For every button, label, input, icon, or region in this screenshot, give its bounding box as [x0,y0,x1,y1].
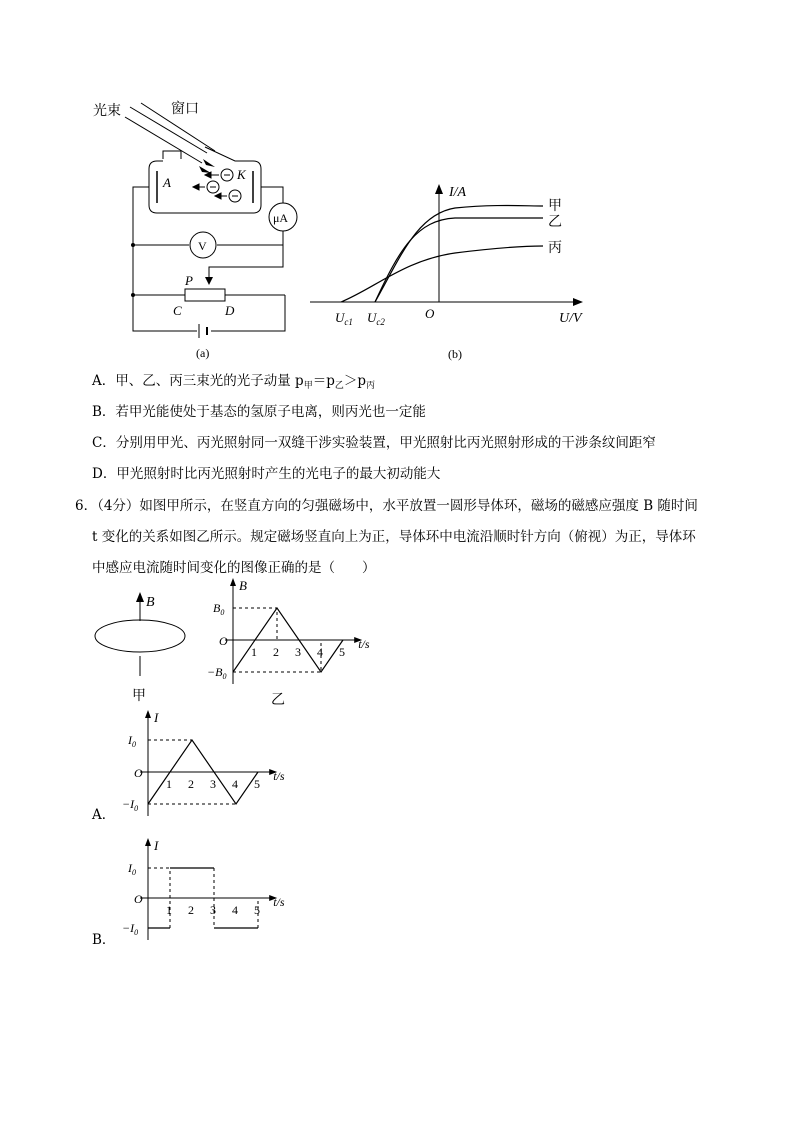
subscript-zero: 0 [134,928,139,937]
tick-label-2: 2 [273,645,279,659]
value-axis-arrow [230,578,236,586]
time-axis-label: t/s [273,895,285,909]
figure-a-caption: (a) [196,346,210,360]
origin-label: O [219,634,228,648]
tick-label-4: 4 [317,645,323,659]
label-bing: 丙 [548,241,562,256]
tick-label-3: 3 [295,645,301,659]
subscript-zero: 0 [220,608,225,617]
tick-label-1: 1 [251,645,257,659]
option-a-label: A． [92,807,116,823]
tick-label-5: 5 [339,645,345,659]
slider-p-label: P [185,273,193,288]
option-a-graph [112,712,292,822]
q5-option-a [92,371,375,396]
option-a-gt: ＞p [343,373,367,389]
curve-bing [341,246,543,302]
circuit-diagram-a [85,95,305,365]
window-label: 窗口 [171,102,199,117]
ring-figure-jia [88,588,193,708]
uc2-label: $U_{c2}$ [367,310,385,327]
i-axis-label: I [154,710,159,725]
light-beam-label: 光束 [93,104,121,119]
q6-stem-line1: 6．（4分）如图甲所示，在竖直方向的匀强磁场中，水平放置一圆形导体环，磁场的磁感应强度 B 随时间 [75,498,698,514]
time-axis-label: t/s [358,637,370,651]
anode-label: A [163,175,171,190]
i0-pos-label: $I_0$ [128,733,136,749]
tick-label-2: 2 [188,903,194,917]
tick-label-5: 5 [254,903,260,917]
x-axis-label: U/V [559,311,582,326]
label-yi: 乙 [548,215,562,230]
option-b-graph [112,838,292,948]
uc1-label: $U_{c1}$ [335,310,353,327]
microammeter-label: μA [273,211,289,225]
subscript-zero: 0 [132,740,136,749]
tick-label-4: 4 [232,777,238,791]
i0-neg-label: $-I_0$ [122,797,139,813]
q6-stem-line2: t 变化的关系如图乙所示。规定磁场竖直向上为正，导体环中电流沿顺时针方向（俯视）为正，导体环 [92,529,696,545]
subscript-zero: 0 [134,804,139,813]
b-field-label: B [146,595,155,610]
sub-jia: 甲 [303,381,313,391]
guide-b0 [233,608,277,640]
y-axis-label: I/A [449,185,467,200]
q6-stem-line3: 中感应电流随时间变化的图像正确的是（ ） [92,560,376,576]
value-axis-arrow [145,710,151,718]
origin-label: O [134,766,143,780]
electron-icon [193,169,241,202]
voltmeter-label: V [198,239,207,253]
tick-label-3: 3 [210,777,216,791]
sub-bing: 丙 [366,381,376,391]
figure-jia-caption: 甲 [132,689,146,704]
cathode-label: K [237,167,246,182]
origin-label: O [425,306,435,321]
b-axis-label: B [239,578,247,593]
q5-option-d: D．甲光照射时比丙光照射时产生的光电子的最大初动能大 [92,466,441,482]
origin-label: O [134,892,143,906]
b0-neg-label: $-B_0$ [207,665,227,681]
value-axis-arrow [145,838,151,846]
option-a-mid: ＝p [312,373,335,389]
figure-b-caption: (b) [448,347,462,361]
terminal-c-label: C [173,303,182,318]
tick-label-5: 5 [254,777,260,791]
b0-pos-label: $B_0$ [213,601,225,617]
time-axis-label: t/s [273,769,285,783]
label-jia: 甲 [548,199,562,214]
i0-pos-label: $I_0$ [128,861,136,877]
tick-label-3: 3 [210,903,216,917]
bt-graph-yi [195,580,370,710]
q5-option-b: B．若甲光能使处于基态的氢原子电离，则丙光也一定能 [92,404,426,420]
i-axis-label: I [154,838,159,853]
i0-neg-label: $-I_0$ [122,921,139,937]
option-a-text: A．甲、乙、丙三束光的光子动量 p [92,373,304,389]
tick-label-1: 1 [166,777,172,791]
sub-yi: 乙 [334,381,344,391]
subscript-zero: 0 [132,868,136,877]
option-b-label: B． [92,932,116,948]
subscript-zero: 0 [222,672,227,681]
curve-yi [375,218,543,302]
tick-label-4: 4 [232,903,238,917]
q5-option-c: C．分别用甲光、丙光照射同一双缝干涉实验装置，甲光照射比丙光照射形成的干涉条纹间距窄 [92,435,656,451]
tick-label-1: 1 [166,903,172,917]
iu-graph-b [305,178,605,363]
tick-label-2: 2 [188,777,194,791]
figure-yi-caption: 乙 [271,693,285,708]
terminal-d-label: D [225,303,235,318]
